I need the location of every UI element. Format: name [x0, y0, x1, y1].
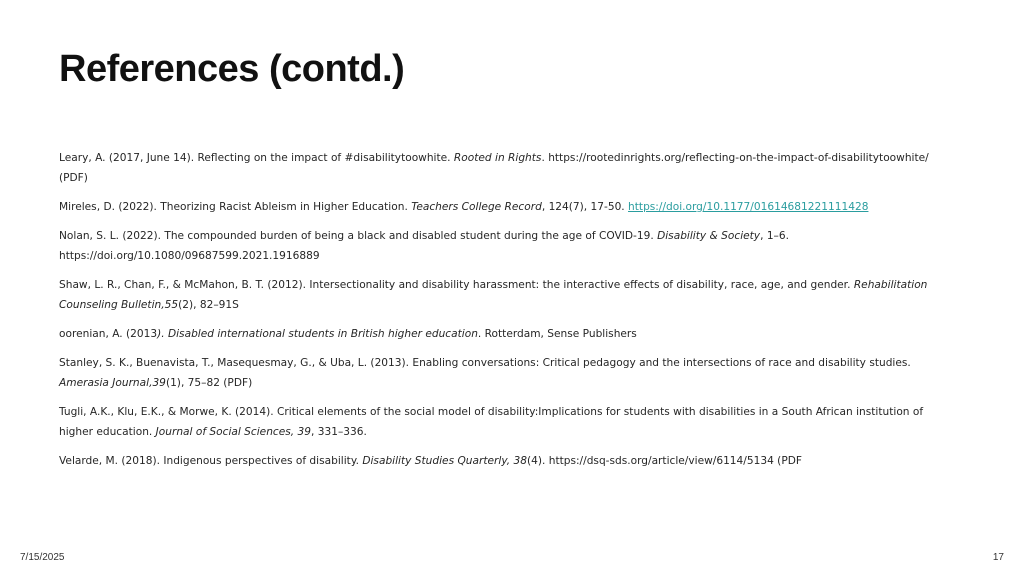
reference-source: Rooted in Rights: [453, 152, 542, 164]
reference-text: Stanley, S. K., Buenavista, T., Masequesmay, G., & Uba, L. (2013). Enabling conversations: Critical pedagogy and the intersections of race and disability studies.: [59, 357, 911, 369]
reference-item: [59, 402, 939, 442]
slide-number: 17: [992, 552, 1004, 563]
reference-source: Amerasia Journal,39: [59, 377, 166, 389]
reference-text: Velarde, M. (2018). Indigenous perspectives of disability.: [59, 455, 363, 467]
reference-item: [59, 148, 939, 188]
reference-source: Disability Studies Quarterly, 38: [362, 455, 527, 467]
reference-item: [59, 197, 939, 217]
reference-details: . https://rootedinrights.org/reflecting-on-the-impact-of-disabilitytoowhite/ (PDF): [59, 152, 929, 184]
reference-item: [59, 451, 939, 471]
reference-source: Journal of Social Sciences, 39: [155, 426, 311, 438]
reference-details: , 124(7), 17-50.: [541, 201, 629, 213]
reference-text: Shaw, L. R., Chan, F., & McMahon, B. T. (2012). Intersectionality and disability harassment: the interactive effects of disability, race, age, and gender.: [59, 279, 854, 291]
reference-details: , 1–6. https://doi.org/10.1080/09687599.2021.1916889: [59, 230, 789, 262]
reference-source: Disability & Society: [657, 230, 761, 242]
footer-date: 7/15/2025: [20, 552, 65, 563]
reference-text: Leary, A. (2017, June 14). Reflecting on the impact of #disabilitytoowhite.: [59, 152, 454, 164]
reference-item: [59, 226, 939, 266]
reference-text: Nolan, S. L. (2022). The compounded burden of being a black and disabled student during the age of COVID-19.: [59, 230, 658, 242]
reference-details: (4). https://dsq-sds.org/article/view/6114/5134 (PDF: [526, 455, 802, 467]
reference-item: [59, 353, 939, 393]
reference-text: Mireles, D. (2022). Theorizing Racist Ableism in Higher Education.: [59, 201, 412, 213]
doi-link[interactable]: https://doi.org/10.1177/01614681221111428: [628, 201, 869, 213]
reference-item: [59, 324, 939, 344]
slide-title: References (contd.): [59, 48, 405, 90]
reference-details: , 331–336.: [311, 426, 367, 438]
reference-details: (2), 82–91S: [178, 299, 239, 311]
reference-source: ). Disabled international students in British higher education: [157, 328, 478, 340]
reference-details: . Rotterdam, Sense Publishers: [477, 328, 637, 340]
reference-text: oorenian, A. (2013: [59, 328, 158, 340]
reference-source: Teachers College Record: [411, 201, 542, 213]
reference-list: [59, 148, 939, 480]
reference-text: Tugli, A.K., Klu, E.K., & Morwe, K. (2014). Critical elements of the social model of disability:Implications for students with disabilities in a South African institution of higher education.: [59, 406, 924, 438]
reference-details: (1), 75–82 (PDF): [165, 377, 253, 389]
reference-item: [59, 275, 939, 315]
reference-source: Rehabilitation Counseling Bulletin,55: [59, 279, 928, 311]
